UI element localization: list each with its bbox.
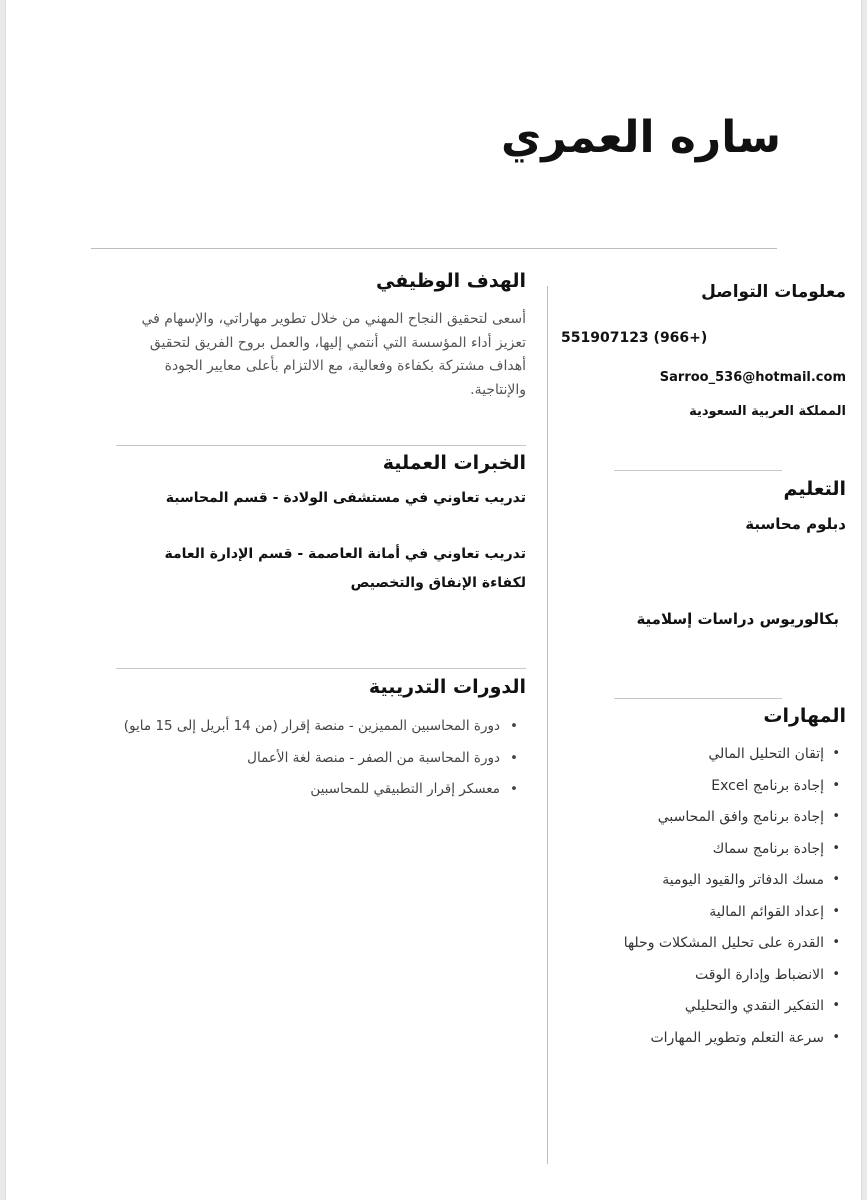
experience-duration-1 [535,608,867,628]
skill-item: • إعداد القوائم المالية [561,902,846,934]
skill-item: • سرعة التعلم وتطوير المهارات [561,1028,846,1060]
experience-heading: الخبرات العملية [382,452,526,474]
education-divider [614,698,782,699]
objective-divider [116,445,526,446]
resume-page [6,0,861,1200]
skills-list [561,744,846,1059]
header-divider [91,248,777,249]
contact-country: المملكة العربية السعودية [689,404,846,419]
contact-heading: معلومات التواصل [701,282,846,302]
contact-divider [614,470,782,471]
experience-title-2: تدريب تعاوني في أمانة العاصمة - قسم الإدارة العامة لكفاءة الإنفاق والتخصيص [164,546,526,591]
skill-item: • القدرة على تحليل المشكلات وحلها [561,933,846,965]
skill-item: • إجادة برنامج Excel [561,776,846,808]
experience-divider [116,668,526,669]
skill-item: • التفكير النقدي والتحليلي [561,996,846,1028]
courses-heading: الدورات التدريبية [368,676,526,698]
contact-phone: 551907123 (966+) [561,330,708,346]
skill-item: • إتقان التحليل المالي [561,744,846,776]
candidate-name: ساره العمري [500,112,781,163]
skill-item: • إجادة برنامج وافق المحاسبي [561,807,846,839]
contact-email: Sarroo_536@hotmail.com [659,370,846,385]
course-item: • معسكر إقرار التطبيقي للمحاسبين [116,779,526,811]
education-heading: التعليم [783,478,846,500]
course-item: • دورة المحاسبين المميزين - منصة إقرار (من 14 أبريل إلى 15 مايو) [116,716,526,748]
courses-list [116,716,526,811]
skill-item: • الانضباط وإدارة الوقت [561,965,846,997]
education-title-2: بكالوريوس دراسات إسلامية [636,610,839,628]
objective-heading: الهدف الوظيفي [376,270,526,292]
objective-text: أسعى لتحقيق النجاح المهني من خلال تطوير مهاراتي، والإسهام في تعزيز أداء المؤسسة التي أنتمي إليها، والعمل بروح الفريق لتحقيق أهداف مشتركة بكفاءة وفعالية، مع الالتزام بأعلى معايير الجودة والإنتاجية. [141,311,526,398]
experience-duration-2 [535,715,867,735]
skill-item: • إجادة برنامج سماك [561,839,846,871]
skills-heading: المهارات [763,705,846,727]
education-title-1: دبلوم محاسبة [745,515,846,533]
course-item: • دورة المحاسبة من الصفر - منصة لغة الأعمال [116,748,526,780]
skill-item: • مسك الدفاتر والقيود اليومية [561,870,846,902]
experience-title-1: تدريب تعاوني في مستشفى الولادة - قسم المحاسبة [165,490,526,506]
